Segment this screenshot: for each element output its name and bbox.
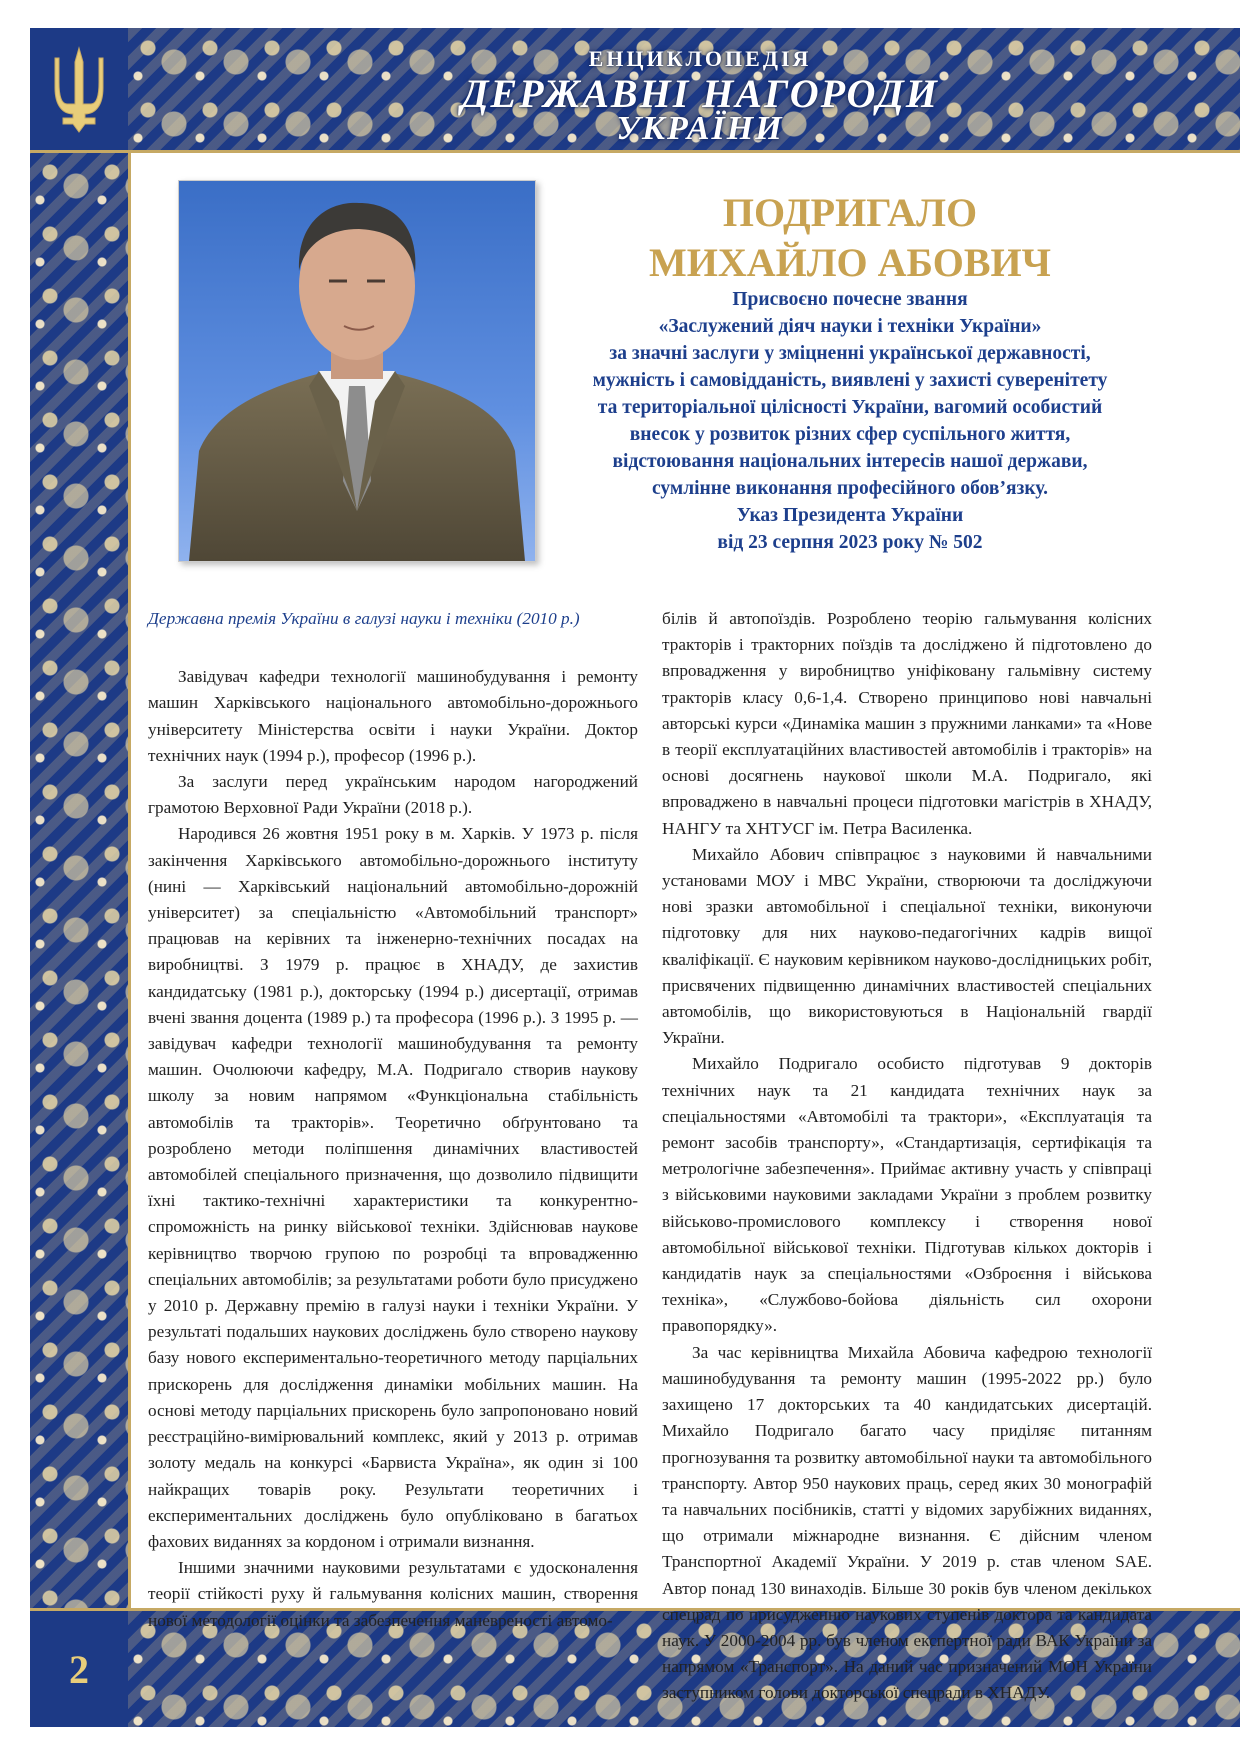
decree-title: Указ Президента України — [736, 505, 964, 526]
biography-paragraph-continued: білів й автопоїздів. Розроблено теорію гальмування колісних тракторів і тракторних поїздів та досліджено й підготовлено до впровадження у виробництво уніфіковану гальмівну систему тракторів класу 0,6-1,4. Створено принципово нові навчальні авторські курси «Динаміка машин з пружними ланками» та «Нове в теорії експлуатаційних властивостей автомобілів і тракторів» на основі досягнень наукової школи М.А. Подригало, які впроваджено в навчальні процеси підготовки магістрів в ХНАДУ, НАНГУ та ХНТУСГ ім. Петра Василенка. — [662, 609, 1152, 838]
award-line: за значні заслуги у зміцненні української державності, — [609, 343, 1091, 364]
person-surname: ПОДРИГАЛО — [722, 190, 978, 235]
trident-icon — [51, 44, 107, 134]
biography-paragraph: За час керівництва Михайла Абовича кафедрою технології машинобудування та ремонту машин (1995-2022 рр.) було захищено 17 докторських та 40 кандидатських дисертацій. Михайло Подригало багато часу приділяє питанням прогнозування та розвитку автомобільної науки та автомобільного транспорту. Автор 950 наукових праць, серед яких 30 монографій та навчальних посібників, статті у відомих зарубіжних виданнях, що отримали міжнародне визнання. Є дійсним членом Транспортної Академії України. У 2019 р. став членом SAE. Автор понад 130 винаходів. Більше 30 років був членом декількох спецрад по присудженню наукових ступенів доктора та кандидата наук. У 2000-2004 рр. був членом експертної ради ВАК України за напрямом «Транспорт». На даний час призначений МОН України заступником голови докторської спецради в ХНАДУ. — [662, 1342, 1152, 1703]
biography-paragraph: Народився 26 жовтня 1951 року в м. Харків. У 1973 р. після закінчення Харківського автомобільно-дорожнього інституту (нині — Харківський національний автомобільно-дорожній університет) за спеціальністю «Автомобільний транспорт» працював на керівних та інженерно-технічних посадах на виробництві. З 1979 р. працює в ХНАДУ, де захистив кандидатську (1981 р.), докторську (1994 р.) дисертації, отримав вчені звання доцента (1989 р.) та професора (1996 р.). З 1995 р. — завідувач кафедри технології машинобудування та ремонту машин. Очолюючи кафедру, М.А. Подригало створив наукову школу за новим напрямом «Функціональна стабільність автомобілів та тракторів». Теоретично обґрунтовано та розроблено методи поліпшення динамічних властивостей автомобілей спеціального призначення, що дозволило підвищити їхні тактико-технічні характеристики та конкурентно-спроможність на ринку військової техніки. Здійснював наукове керівництво творчою групою по розробці та впровадженню спеціальних автомобілів; за результатами роботи було присуджено у 2010 р. Державну премію в галузі науки і техніки України. У результаті подальших наукових досліджень було створено наукову базу нового експериментально-теоретичного методу парціальних прискорень для дослідження динаміки мобільних машин. На основі методу парціальних прискорень було запропоновано новий реєстраційно-вимірювальний комплекс, який у 2013 р. отримав золоту медаль на конкурсі «Барвиста Україна», як один зі 100 найкращих товарів року. Результати теоретичних і експериментальних досліджень було опубліковано в багатьох фахових виданнях за кордоном і отримали визнання. — [148, 824, 638, 1551]
award-statement — [560, 286, 1140, 556]
header-encyclopedia-label: ЕНЦИКЛОПЕДІЯ — [588, 46, 812, 71]
portrait-illustration — [179, 181, 535, 561]
award-line: відстоювання національних інтересів нашої держави, — [612, 451, 1088, 472]
award-line: мужність і самовідданість, виявлені у захисті суверенітету — [592, 370, 1108, 391]
biography-paragraph: Іншими значними науковими результатами є удосконалення теорії стійкості руху й гальмування колісних машин, створення нової методології оцінки та забезпечення маневреності автомо- — [148, 1558, 638, 1630]
header-title: ДЕРЖАВНІ НАГОРОДИ — [461, 71, 939, 116]
portrait-photo — [178, 180, 536, 562]
biography-left-column — [148, 606, 638, 1634]
award-caption: Державна премія України в галузі науки і техніки (2010 р.) — [148, 609, 580, 628]
award-line: «Заслужений діяч науки і техніки України» — [658, 316, 1042, 337]
person-name — [560, 188, 1140, 288]
biography-paragraph: Михайло Абович співпрацює з науковими й навчальними установами МОУ і МВС України, створюючи та досліджуючи нові зразки автомобільної і спеціальної техніки, виконуючи підготовку для них науково-педагогічних кадрів вищої кваліфікації. Є науковим керівником науково-дослідницьких робіт, присвячених підвищенню динамічних властивостей спеціальних автомобілів, що використовуються в Національній гвардії України. — [662, 844, 1152, 1048]
award-line: Присвоєно почесне звання — [732, 289, 968, 310]
decree-date: від 23 серпня 2023 року № 502 — [717, 532, 983, 553]
award-line: та територіальної цілісності України, вагомий особистий — [597, 397, 1103, 418]
award-line: внесок у розвиток різних сфер суспільного життя, — [629, 424, 1071, 445]
biography-paragraph: Завідувач кафедри технології машинобудування і ремонту машин Харківського національного автомобільно-дорожнього університету Міністерства освіти і науки України. Доктор технічних наук (1994 р.), професор (1996 р.). — [148, 667, 638, 765]
coat-of-arms-box — [30, 28, 128, 153]
page-number: 2 — [69, 1646, 89, 1692]
biography-paragraph: Михайло Подригало особисто підготував 9 докторів технічних наук та 21 кандидата технічних наук за спеціальностями «Автомобілі та трактори», «Експлуатація та ремонт засобів транспорту», «Стандартизація, сертифікація та метрологічне забезпечення». Приймає активну участь у співпраці з військовими науковими закладами України з проблем розвитку військово-промислового комплексу і створення нової автомобільної військової техніки. Підготував кількох докторів і кандидатів наук за спеціальностями «Озброєння і військова техніка», «Службово-бойова діяльність сил охорони правопорядку». — [662, 1054, 1152, 1336]
header-subtitle: УКРАЇНИ — [616, 110, 784, 147]
award-line: сумлінне виконання професійного обов’язку. — [652, 478, 1048, 499]
biography-right-column — [662, 606, 1152, 1707]
person-given-names: МИХАЙЛО АБОВИЧ — [649, 240, 1051, 285]
page-number-box — [30, 1608, 128, 1727]
left-ornament-border — [30, 28, 131, 1724]
biography-paragraph: За заслуги перед українським народом нагороджений грамотою Верховної Ради України (2018 р.). — [148, 772, 638, 818]
